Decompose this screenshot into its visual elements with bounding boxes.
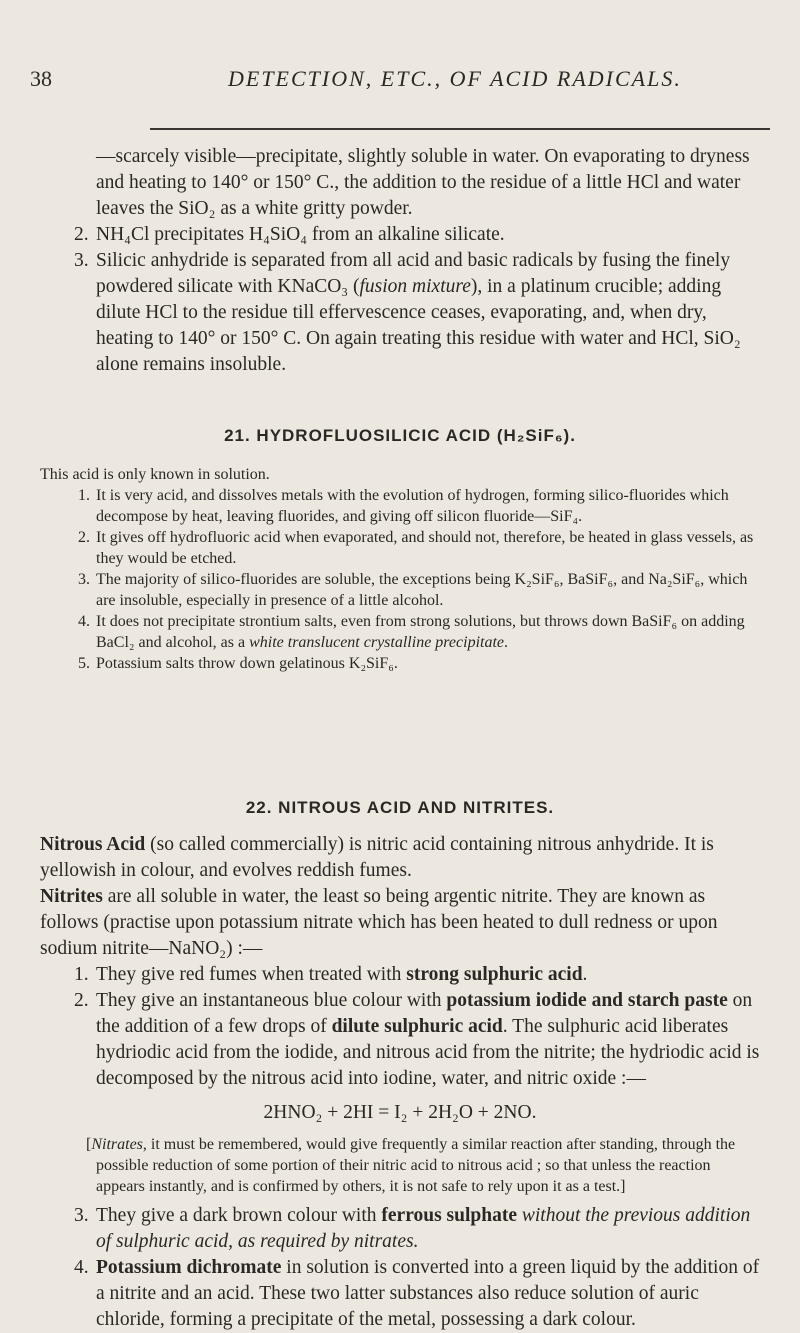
list-item: 2. It gives off hydrofluoric acid when evaporated, and should not, therefore, be heated in glass vessels, as they would be etched. <box>78 529 754 567</box>
paragraph: Nitrous Acid (so called commercially) is nitric acid containing nitrous anhydride. It is yellowish in colour, and evolves reddish fumes. <box>40 834 714 881</box>
header-rule <box>150 128 770 130</box>
list-item: 3. The majority of silico-fluorides are soluble, the exceptions being K₂SiF₆, BaSiF₆, and Na₂SiF₆, which are insoluble, especially in presence of a little alcohol. <box>78 571 748 609</box>
list-item: 4. It does not precipitate strontium salts, even from strong solutions, but throws down BaSiF₆ on adding BaCl₂ and alcohol, as a white translucent crystalline precipitate. <box>78 613 745 651</box>
section-22 <box>40 798 760 1333</box>
section-heading: 22. NITROUS ACID AND NITRITES. <box>245 798 555 817</box>
continuation-text: —scarcely visible—precipitate, slightly soluble in water. On evaporating to dryness and heating to 140° or 150° C., the addition to the residue of a little HCl and water leaves the SiO₂ as a white gritty powder. <box>96 146 750 219</box>
page-header <box>0 66 800 106</box>
section-21 <box>40 426 760 674</box>
list-item: 3. Silicic anhydride is separated from all acid and basic radicals by fusing the finely powdered silicate with KNaCO₃ (fusion mixture), in a platinum crucible; adding dilute HCl to the residue till effervescence ceases, evaporating, and, when dry, heating to 140° or 150° C. On again treating this residue with water and HCl, SiO₂ alone remains insoluble. <box>74 250 741 375</box>
section-intro: This acid is only known in solution. <box>40 466 270 483</box>
list-item: 2. NH₄Cl precipitates H₄SiO₄ from an alkaline silicate. <box>74 224 505 245</box>
list-item: 3. They give a dark brown colour with ferrous sulphate without the previous addition of sulphuric acid, as required by nitrates. <box>74 1205 751 1252</box>
list-item: 1. They give red fumes when treated with strong sulphuric acid. <box>74 964 588 985</box>
running-title: DETECTION, ETC., OF ACID RADICALS. <box>228 66 682 91</box>
section-heading: 21. HYDROFLUOSILICIC ACID (H₂SiF₆). <box>224 426 576 445</box>
page-number: 38 <box>30 66 52 91</box>
bracketed-note: [Nitrates, it must be remembered, would give frequently a similar reaction after standing, through the possible reduction of some portion of their nitric acid to nitrous acid ; so that unless the reaction appears instantly, and is confirmed by others, it is not safe to rely upon it as a test.] <box>86 1136 736 1195</box>
list-item: 2. They give an instantaneous blue colour with potassium iodide and starch paste on the addition of a few drops of dilute sulphuric acid. The sulphuric acid liberates hydriodic acid from the iodide, and nitrous acid from the nitrite; the hydriodic acid is decomposed by the nitrous acid into iodine, water, and nitric oxide :— <box>74 990 760 1089</box>
list-item: 1. It is very acid, and dissolves metals with the evolution of hydrogen, forming silico-fluorides which decompose by heat, leaving fluorides, and giving off silicon fluoride—SiF₄. <box>78 487 729 525</box>
chemical-equation: 2HNO₂ + 2HI = I₂ + 2H₂O + 2NO. <box>263 1102 537 1123</box>
list-item: 5. Potassium salts throw down gelatinous K₂SiF₆. <box>78 655 398 672</box>
silicate-continuation <box>40 144 760 378</box>
paragraph: Nitrites are all soluble in water, the least so being argentic nitrite. They are known as follows (practise upon potassium nitrate which has been heated to dull redness or upon sodium nitrite—NaNO₂) :— <box>40 886 718 959</box>
list-item: 4. Potassium dichromate in solution is converted into a green liquid by the addition of a nitrite and an acid. These two latter substances also reduce solution of auric chloride, forming a precipitate of the metal, possessing a dark colour. <box>74 1257 760 1330</box>
